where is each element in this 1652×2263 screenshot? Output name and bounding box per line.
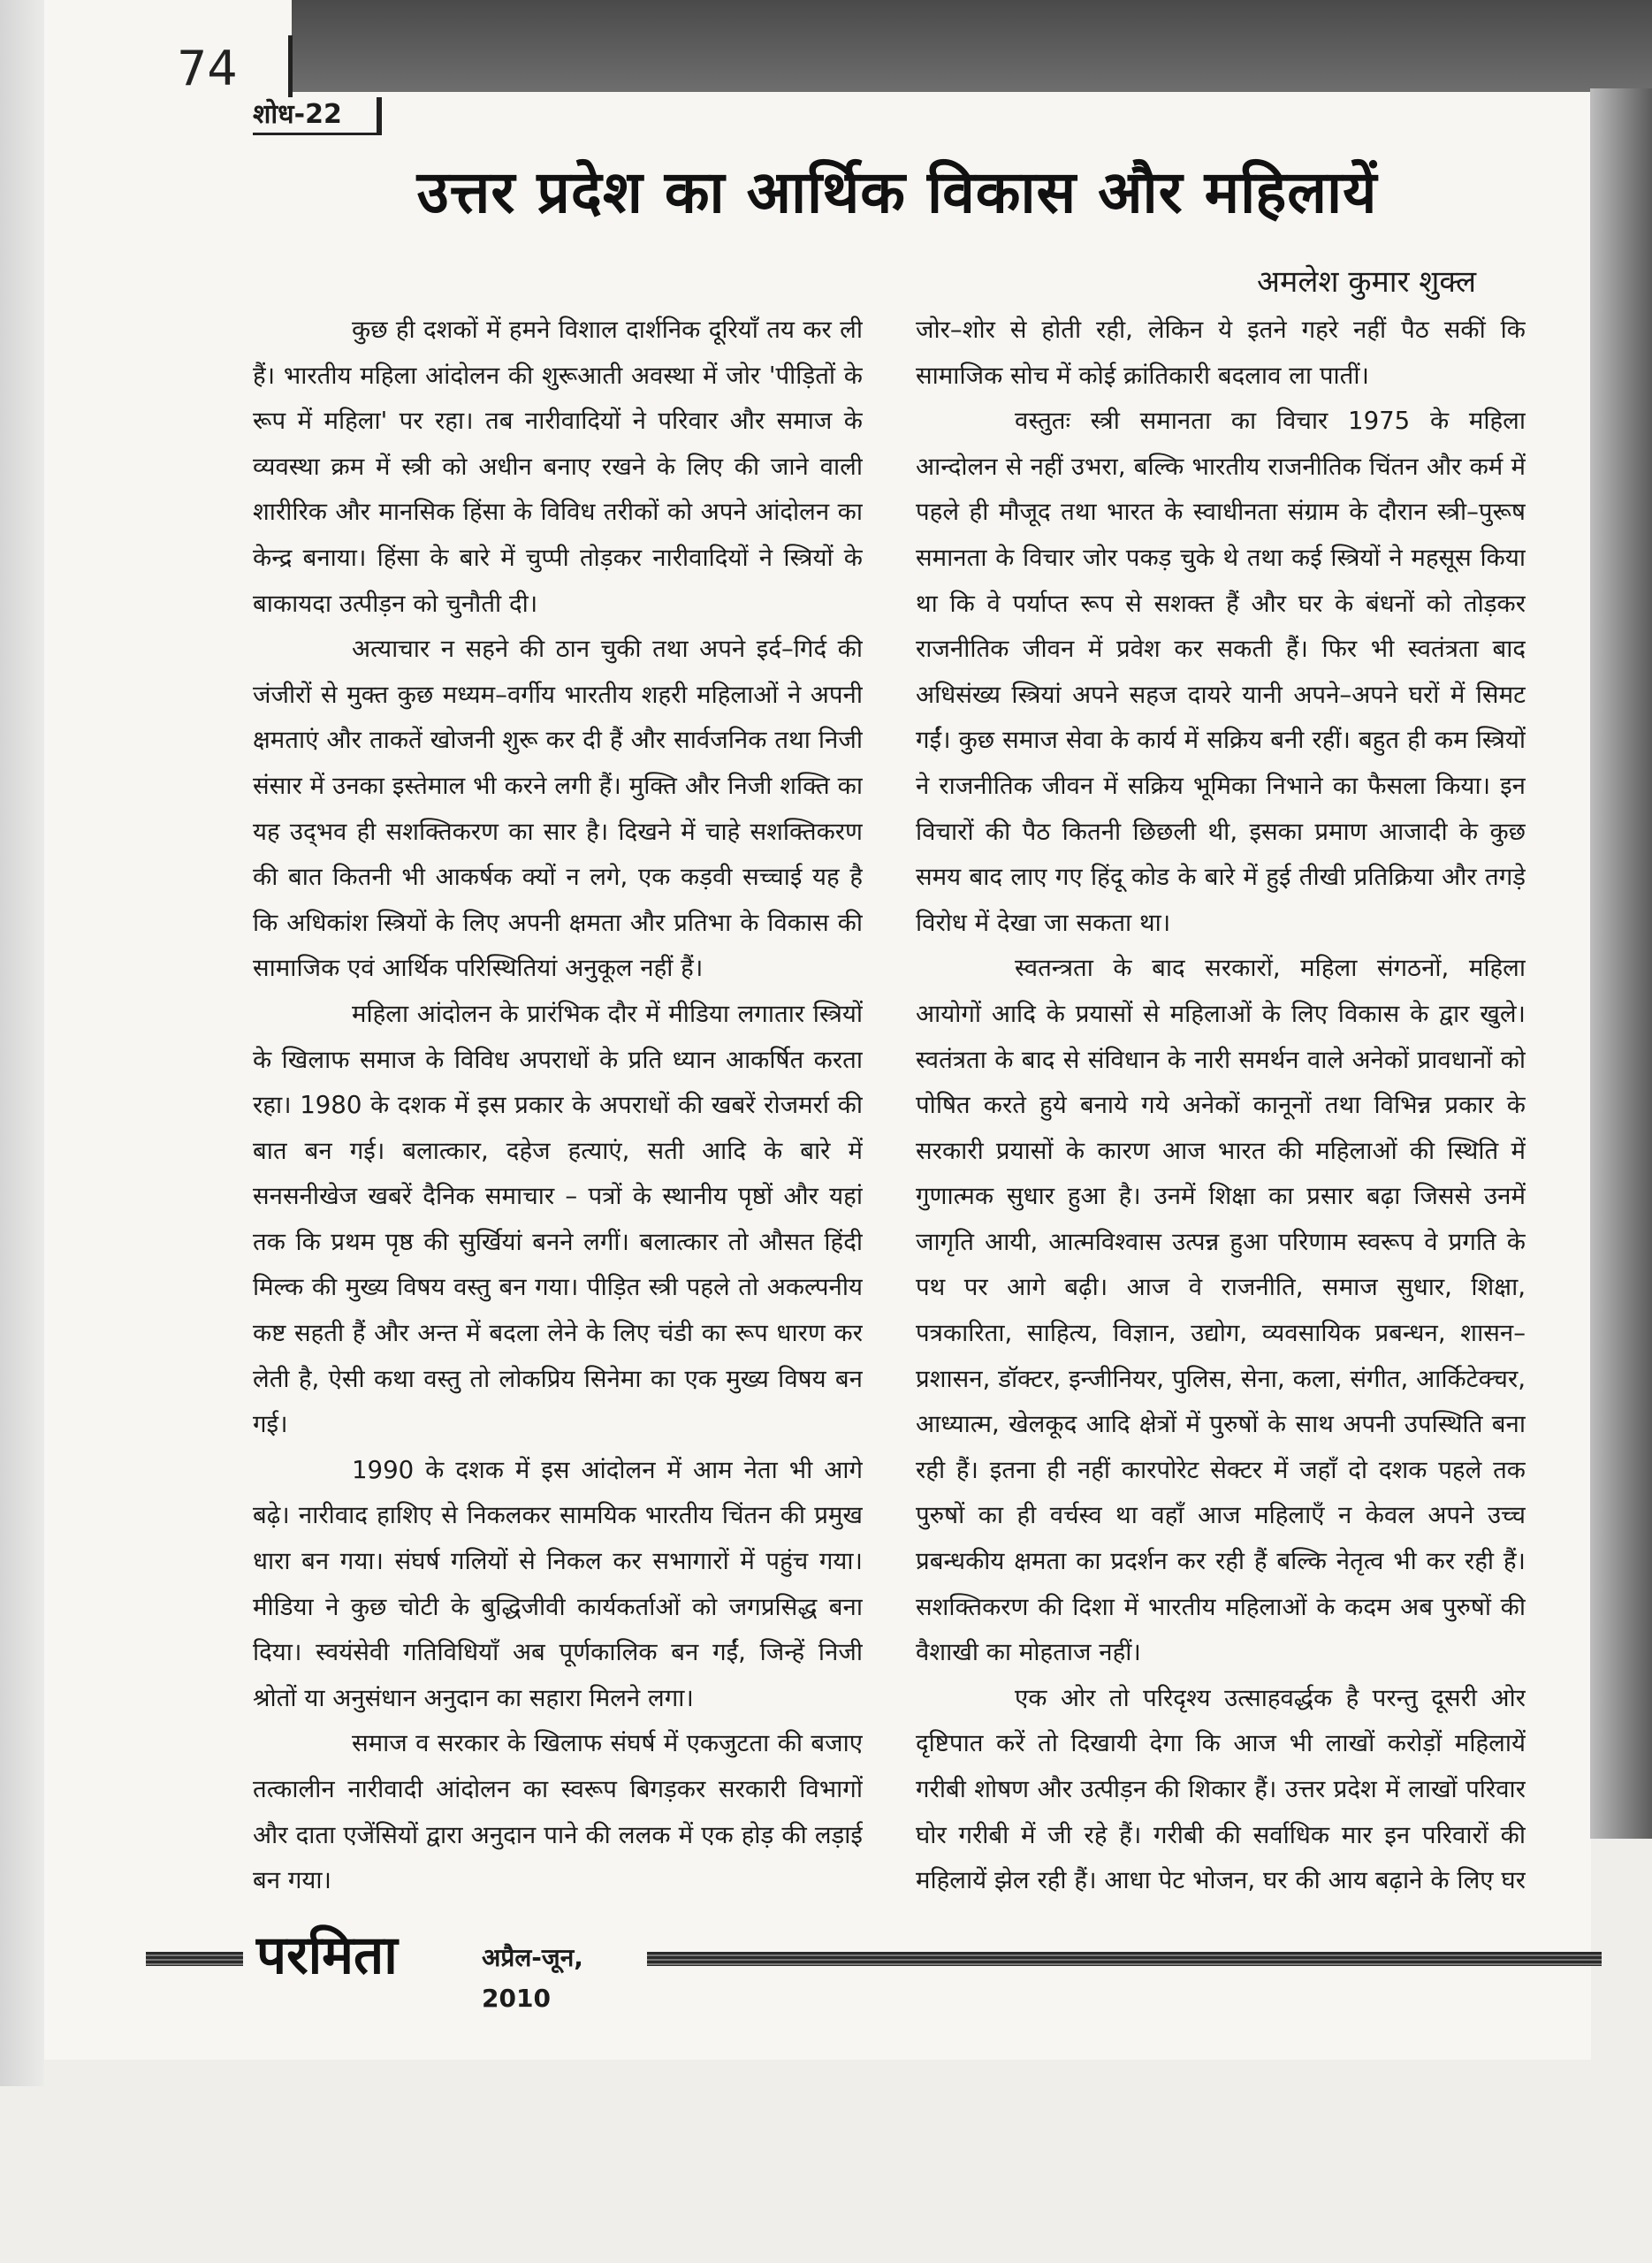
paragraph: समाज व सरकार के खिलाफ संघर्ष में एकजुटता की बजाए तत्कालीन नारीवादी आंदोलन का स्वरूप बिगड़कर सरकारी विभागों और दाता एजेंसियों द्वारा अनुदान पाने की ललक में एक होड़ की लड़ाई बन गया।: [253, 1728, 863, 1895]
scan-left-edge: [0, 0, 44, 2086]
paragraph: एक ओर तो परिदृश्य उत्साहवर्द्धक है परन्तु दूसरी ओर दृष्टिपात करें तो दिखायी देगा कि आज भी लाखों करोड़ों महिलायें गरीबी शोषण और उत्पीड़न की शिकार हैं। उत्तर प्रदेश में लाखों परिवार घोर गरीबी में जी रहे हैं। गरीबी की सर्वाधिक मार इन परिवारों की महिलायें झेल रही हैं। आधा पेट भोजन, घर की आय बढ़ाने के लिए घर: [916, 1682, 1526, 1895]
paragraph: वस्तुतः स्त्री समानता का विचार 1975 के महिला आन्दोलन से नहीं उभरा, बल्कि भारतीय राजनीतिक चिंतन और कर्म में पहले ही मौजूद तथा भारत के स्वाधीनता संग्राम के दौरान स्त्री–पुरूष समानता के विचार जोर पकड़ चुके थे तथा कई स्त्रियों ने महसूस किया था कि वे पर्याप्त रूप से सशक्त हैं और घर के बंधनों को तोड़कर राजनीतिक जीवन में प्रवेश कर सकती हैं। फिर भी स्वतंत्रता बाद अधिसंख्य स्त्रियां अपने सहज दायरे यानी अपने–अपने घरों में सिमट गईं। कुछ समाज सेवा के कार्य में सक्रिय बनी रहीं। बहुत ही कम स्त्रियों ने राजनीतिक जीवन में सक्रिय भूमिका निभाने का फैसला किया। इन विचारों की पैठ कितनी छिछली थी, इसका प्रमाण आजादी के कुछ समय बाद लाए गए हिंदू कोड के बारे में हुई तीखी प्रतिक्रिया और तगड़े विरोध में देखा जा सकता था।: [916, 406, 1526, 937]
scan-shadow-right: [1590, 88, 1652, 1839]
scan-shadow-top: [292, 0, 1652, 92]
section-tag: शोध-22: [253, 97, 382, 135]
left-column: [253, 307, 863, 1898]
page-number: 74: [177, 41, 238, 96]
page-number-divider: [288, 35, 293, 97]
paragraph: महिला आंदोलन के प्रारंभिक दौर में मीडिया लगातार स्त्रियों के खिलाफ समाज के विविध अपराधों के प्रति ध्यान आकर्षित करता रहा। 1980 के दशक में इस प्रकार के अपराधों की खबरें रोजमर्रा की बात बन गई। बलात्कार, दहेज हत्याएं, सती आदि के बारे में सनसनीखेज खबरें दैनिक समाचार – पत्रों के स्थानीय पृष्ठों और यहां तक कि प्रथम पृष्ठ की सुर्खियां बनने लगीं। बलात्कार तो औसत हिंदी मिल्क की मुख्य विषय वस्तु बन गया। पीड़ित स्त्री पहले तो अकल्पनीय कष्ट सहती हैं और अन्त में बदला लेने के लिए चंडी का रूप धारण कर लेती है, ऐसी कथा वस्तु तो लोकप्रिय सिनेमा का एक मुख्य विषय बन गई।: [253, 998, 863, 1439]
magazine-masthead: परमिता: [256, 1924, 398, 1986]
footer-rule-right: [647, 1952, 1602, 1966]
paragraph: कुछ ही दशकों में हमने विशाल दार्शनिक दूरियाँ तय कर ली हैं। भारतीय महिला आंदोलन की शुरूआती अवस्था में जोर 'पीड़ितों के रूप में महिला' पर रहा। तब नारीवादियों ने परिवार और समाज के व्यवस्था क्रम में स्त्री को अधीन बनाए रखने के लिए की जाने वाली शारीरिक और मानसिक हिंसा के विविध तरीकों को अपने आंदोलन का केन्द्र बनाया। हिंसा के बारे में चुप्पी तोड़कर नारीवादियों ने स्त्रियों के बाकायदा उत्पीड़न को चुनौती दी।: [253, 315, 863, 618]
author-name: अमलेश कुमार शुक्ल: [1257, 264, 1476, 300]
paragraph: जोर–शोर से होती रही, लेकिन ये इतने गहरे नहीं पैठ सकीं कि सामाजिक सोच में कोई क्रांतिकारी बदलाव ला पातीं।: [916, 315, 1526, 390]
paragraph: स्वतन्त्रता के बाद सरकारों, महिला संगठनों, महिला आयोगों आदि के प्रयासों से महिलाओं के लिए विकास के द्वार खुले। स्वतंत्रता के बाद से संविधान के नारी समर्थन वाले अनेकों प्रावधानों को पोषित करते हुये बनाये गये अनेकों कानूनों तथा विभिन्न प्रकार के सरकारी प्रयासों के कारण आज भारत की महिलाओं की स्थिति में गुणात्मक सुधार हुआ है। उनमें शिक्षा का प्रसार बढ़ा जिससे उनमें जागृति आयी, आत्मविश्वास उत्पन्न हुआ परिणाम स्वरूप वे प्रगति के पथ पर आगे बढ़ी। आज वे राजनीति, समाज सुधार, शिक्षा, पत्रकारिता, साहित्य, विज्ञान, उद्योग, व्यवसायिक प्रबन्धन, शासन–प्रशासन, डॉक्टर, इन्जीनियर, पुलिस, सेना, कला, संगीत, आर्किटेक्चर, आध्यात्म, खेलकूद आदि क्षेत्रों में पुरुषों के साथ अपनी उपस्थिति बना रही हैं। इतना ही नहीं कारपोरेट सेक्टर में जहाँ दो दशक पहले तक पुरुषों का ही वर्चस्व था वहाँ आज महिलाएँ न केवल अपने उच्च प्रबन्धकीय क्षमता का प्रदर्शन कर रही हैं बल्कि नेतृत्व भी कर रही हैं। सशक्तिकरण की दिशा में भारतीय महिलाओं के कदम अब पुरुषों की वैशाखी का मोहताज नहीं।: [916, 953, 1526, 1667]
footer-rule-left: [146, 1952, 243, 1966]
paragraph: 1990 के दशक में इस आंदोलन में आम नेता भी आगे बढ़े। नारीवाद हाशिए से निकलकर सामयिक भारतीय चिंतन की प्रमुख धारा बन गया। संघर्ष गलियों से निकल कर सभागारों में पहुंच गया। मीडिया ने कुछ चोटी के बुद्धिजीवी कार्यकर्ताओं को जगप्रसिद्ध बना दिया। स्वयंसेवी गतिविधियाँ अब पूर्णकालिक बन गईं, जिन्हें निजी श्रोतों या अनुसंधान अनुदान का सहारा मिलने लगा।: [253, 1454, 863, 1712]
right-column: [916, 307, 1526, 1898]
paragraph: अत्याचार न सहने की ठान चुकी तथा अपने इर्द–गिर्द की जंजीरों से मुक्त कुछ मध्यम–वर्गीय भारतीय शहरी महिलाओं ने अपनी क्षमताएं और ताकतें खोजनी शुरू कर दी हैं और सार्वजनिक तथा निजी संसार में उनका इस्तेमाल भी करने लगी हैं। मुक्ति और निजी शक्ति का यह उद्‌भव ही सशक्तिकरण का सार है। दिखने में चाहे सशक्तिकरण की बात कितनी भी आकर्षक क्यों न लगे, एक कड़वी सच्चाई यह है कि अधिकांश स्त्रियों के लिए अपनी क्षमता और प्रतिभा के विकास की सामाजिक एवं आर्थिक परिस्थितियां अनुकूल नहीं हैं।: [253, 634, 863, 983]
article-title: उत्तर प्रदेश का आर्थिक विकास और महिलायें: [416, 158, 1378, 226]
issue-date: अप्रैल-जून, 2010: [482, 1943, 583, 2013]
